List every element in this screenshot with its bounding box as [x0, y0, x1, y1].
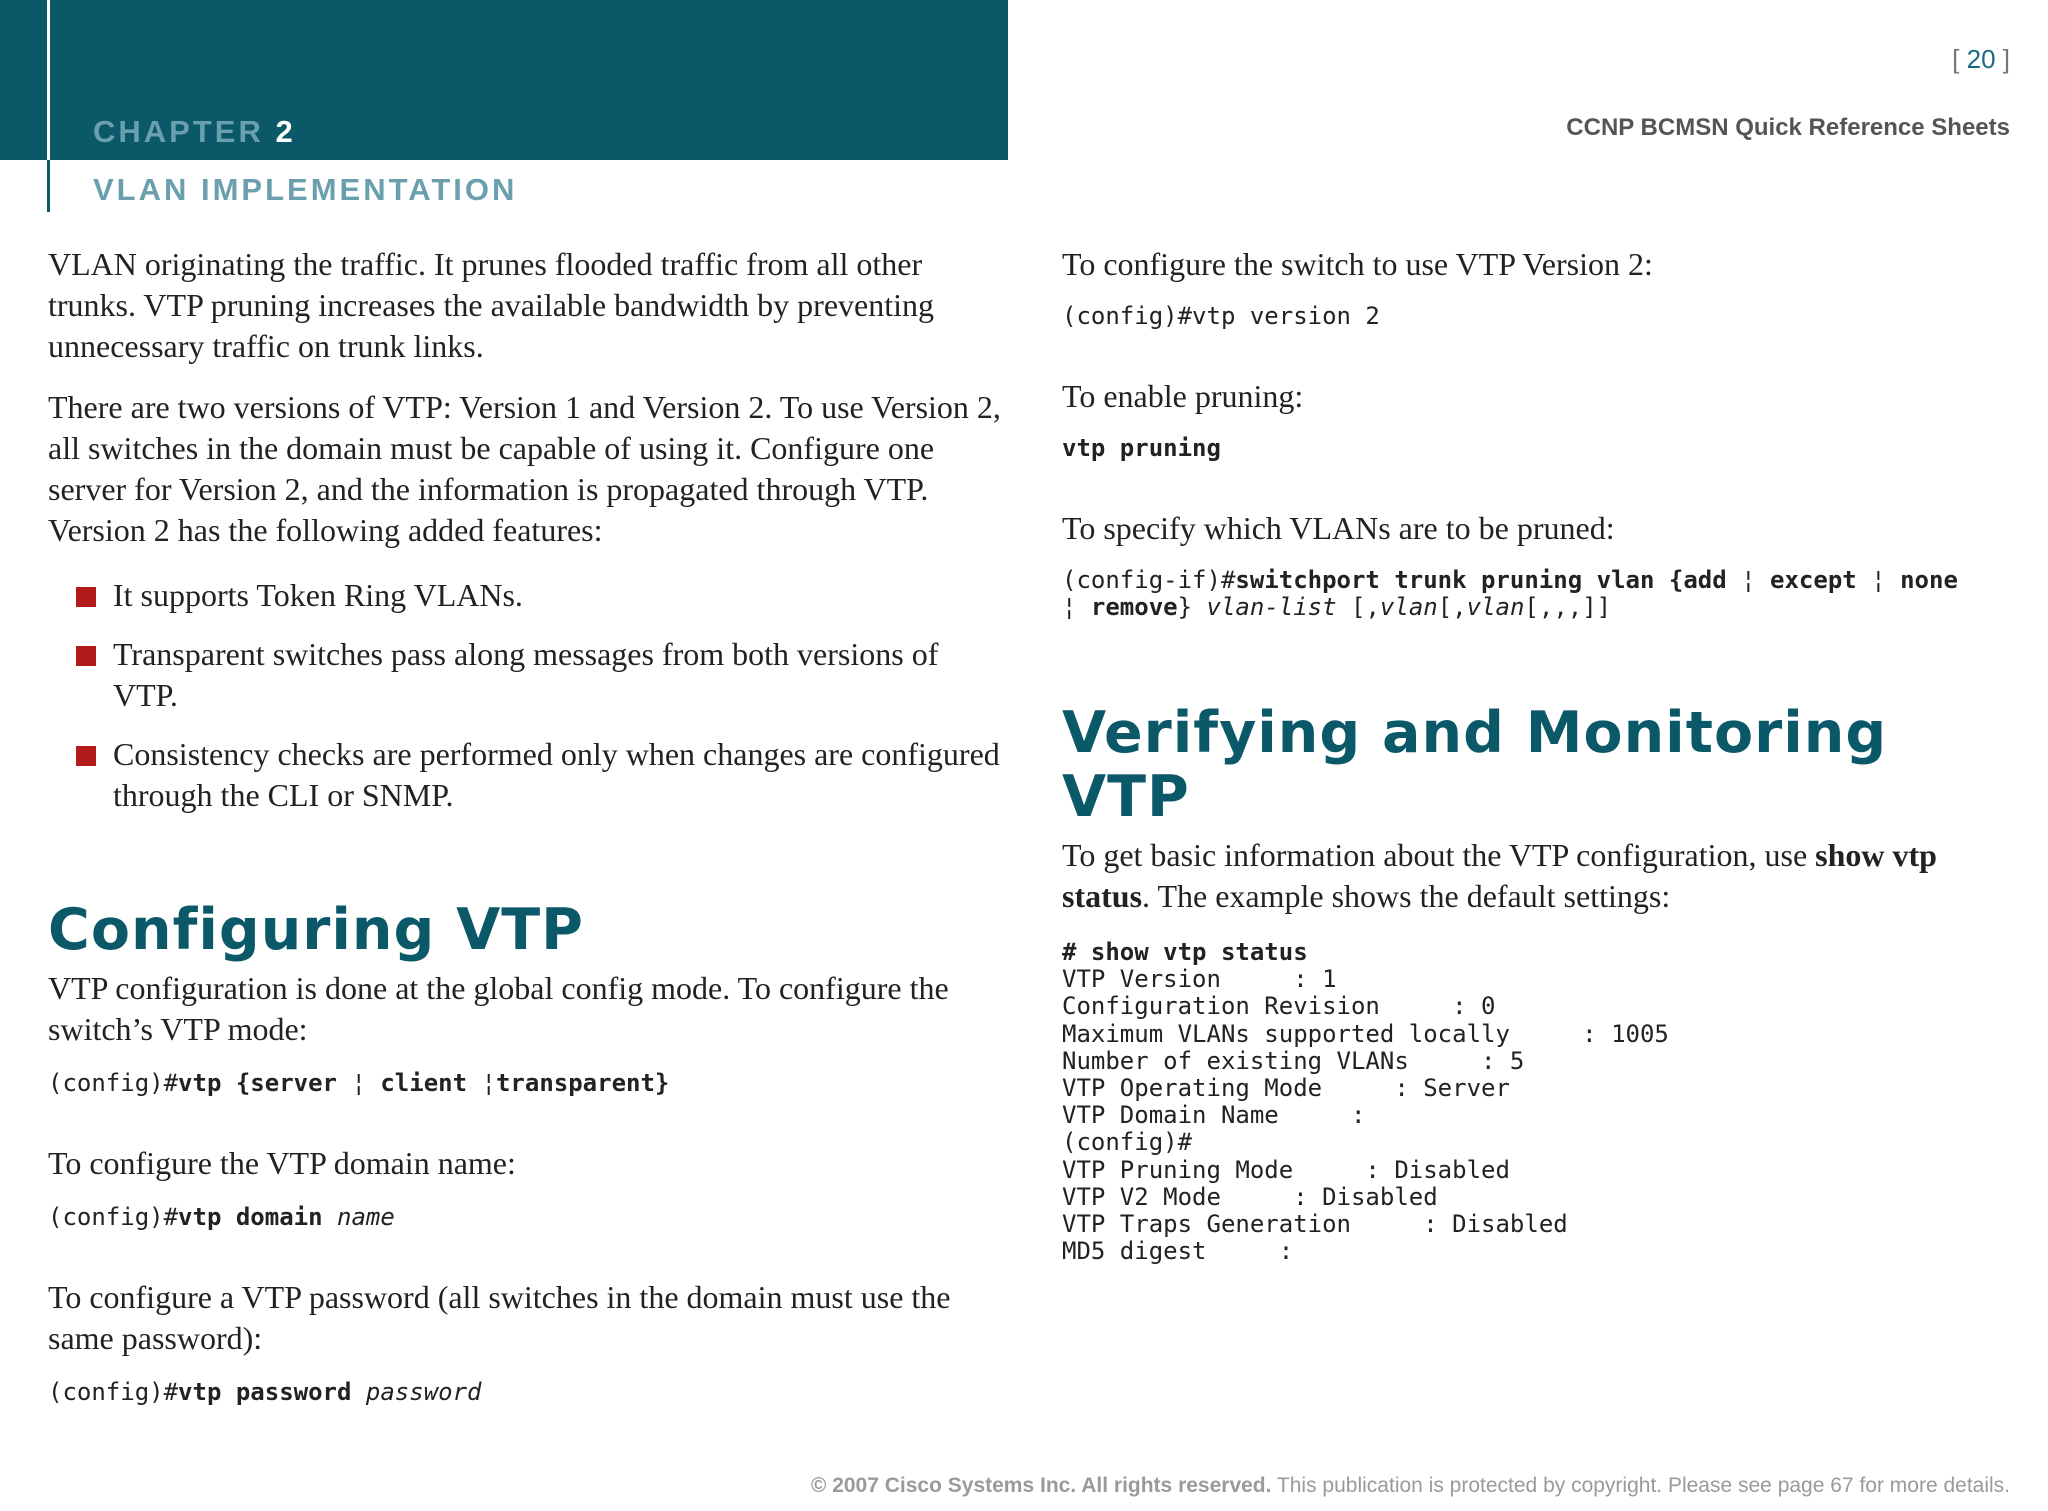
command-keyword: client — [380, 1069, 468, 1097]
list-item-text: It supports Token Ring VLANs. — [113, 577, 523, 613]
output-line: VTP Traps Generation : Disabled — [1062, 1210, 1568, 1239]
section-rule — [47, 160, 50, 212]
paragraph: To configure the VTP domain name: — [48, 1145, 516, 1181]
output-line: VTP V2 Mode : Disabled — [1062, 1182, 1438, 1211]
inline-command: show vtp status — [1062, 837, 1937, 914]
list-item — [48, 575, 1008, 616]
command-brace: } — [1177, 593, 1207, 621]
bullet-icon — [76, 587, 96, 607]
section-title: VLAN IMPLEMENTATION — [93, 172, 518, 207]
list-item — [48, 734, 1008, 816]
paragraph: To configure a VTP password (all switches in the domain must use the same password): — [48, 1279, 951, 1356]
chapter-number: 2 — [275, 114, 296, 149]
command-text: [, — [1437, 593, 1467, 621]
command-keyword: transparent} — [495, 1069, 670, 1097]
list-item — [48, 634, 1008, 716]
command-keyword: vtp {server — [178, 1069, 337, 1097]
paragraph: VLAN originating the traffic. It prunes flooded traffic from all other trunks. VTP pruning increases the available bandwidth by preventing unnecessary traffic on trunk links. — [48, 246, 935, 364]
book-title: CCNP BCMSN Quick Reference Sheets — [1566, 114, 2010, 141]
list-item-text: Consistency checks are performed only when changes are configured through the CLI or SNMP. — [113, 736, 1000, 813]
header-rule — [47, 0, 50, 160]
right-column — [1062, 244, 2012, 1265]
paragraph: To enable pruning: — [1062, 378, 1304, 414]
paragraph: To specify which VLANs are to be pruned: — [1062, 510, 1615, 546]
output-command: # show vtp status — [1062, 938, 1308, 966]
output-line: Number of existing VLANs : 5 — [1062, 1046, 1525, 1075]
command-argument: vlan — [1466, 593, 1525, 621]
paragraph: VTP configuration is done at the global config mode. To configure the switch’s VTP mode: — [48, 970, 949, 1047]
paragraph: To configure the switch to use VTP Version 2: — [1062, 246, 1653, 282]
bullet-icon — [76, 646, 96, 666]
command-argument: name — [337, 1203, 395, 1231]
command-keyword: remove — [1090, 593, 1178, 621]
command-separator: ¦ — [1062, 593, 1091, 621]
command-separator: ¦ — [1856, 566, 1901, 594]
command-keyword: except — [1770, 566, 1857, 594]
left-column — [48, 244, 1008, 1452]
command-keyword: vtp domain — [178, 1203, 323, 1231]
command-argument: password — [365, 1378, 482, 1406]
command-vtp-password — [48, 1379, 1008, 1406]
command-prefix: (config)# — [48, 1069, 179, 1097]
output-line: VTP Version : 1 — [1062, 965, 1337, 994]
command-keyword: vtp password — [178, 1378, 352, 1406]
output-line: Configuration Revision : 0 — [1062, 992, 1496, 1021]
section-heading: Verifying and Monitoring VTP — [1062, 700, 1888, 830]
command-argument: vlan — [1379, 593, 1438, 621]
footer — [811, 1474, 2010, 1498]
command-argument: vlan-list — [1206, 593, 1337, 621]
output-line: VTP Domain Name : — [1062, 1101, 1366, 1130]
feature-list — [48, 575, 1008, 816]
output-line: VTP Operating Mode : Server — [1062, 1074, 1510, 1103]
command-keyword: none — [1900, 566, 1958, 594]
paragraph — [1062, 835, 2012, 917]
bullet-icon — [76, 746, 96, 766]
command-vtp-version: (config)#vtp version 2 — [1062, 302, 1380, 330]
copyright: © 2007 Cisco Systems Inc. All rights reserved. — [810, 1474, 1272, 1497]
paragraph-text: . The example shows the default settings: — [1142, 878, 1671, 914]
vtp-status-output — [1062, 939, 2012, 1265]
output-line: (config)# — [1062, 1128, 1193, 1157]
command-separator: ¦ — [337, 1069, 381, 1097]
copyright-notice: This publication is protected by copyright. Please see page 67 for more details. — [1271, 1474, 2010, 1497]
list-item-text: Transparent switches pass along messages from both versions of VTP. — [113, 636, 939, 713]
command-prefix: (config)# — [48, 1203, 179, 1231]
chapter-word: CHAPTER — [93, 114, 264, 149]
command-prefix: (config)# — [48, 1378, 179, 1406]
section-heading: Configuring VTP — [48, 897, 584, 963]
command-separator: ¦ — [1726, 566, 1771, 594]
command-separator: ¦ — [467, 1069, 496, 1097]
command-keyword: switchport trunk pruning vlan {add — [1235, 566, 1727, 594]
command-vtp-mode — [48, 1070, 1008, 1097]
command-vtp-pruning: vtp pruning — [1062, 434, 1221, 462]
output-line: VTP Pruning Mode : Disabled — [1062, 1155, 1510, 1184]
command-prefix: (config-if)# — [1062, 566, 1236, 594]
command-text: [,,,]] — [1524, 593, 1612, 621]
paragraph-text: To get basic information about the VTP configuration, use — [1062, 837, 1816, 873]
command-vtp-domain — [48, 1204, 1008, 1231]
chapter-label — [93, 114, 296, 150]
page-number: [ 20 ] — [1952, 44, 2010, 74]
command-prune-vlans — [1062, 567, 2012, 621]
output-line: MD5 digest : — [1062, 1237, 1294, 1266]
command-text: [, — [1336, 593, 1380, 621]
page-number-value: 20 — [1966, 44, 1996, 74]
output-line: Maximum VLANs supported locally : 1005 — [1062, 1019, 1669, 1048]
paragraph: There are two versions of VTP: Version 1 and Version 2. To use Version 2, all switches in the domain must be capable of using it. Configure one server for Version 2, and the information is propagated through VTP. Version 2 has the following added features: — [48, 389, 1001, 548]
